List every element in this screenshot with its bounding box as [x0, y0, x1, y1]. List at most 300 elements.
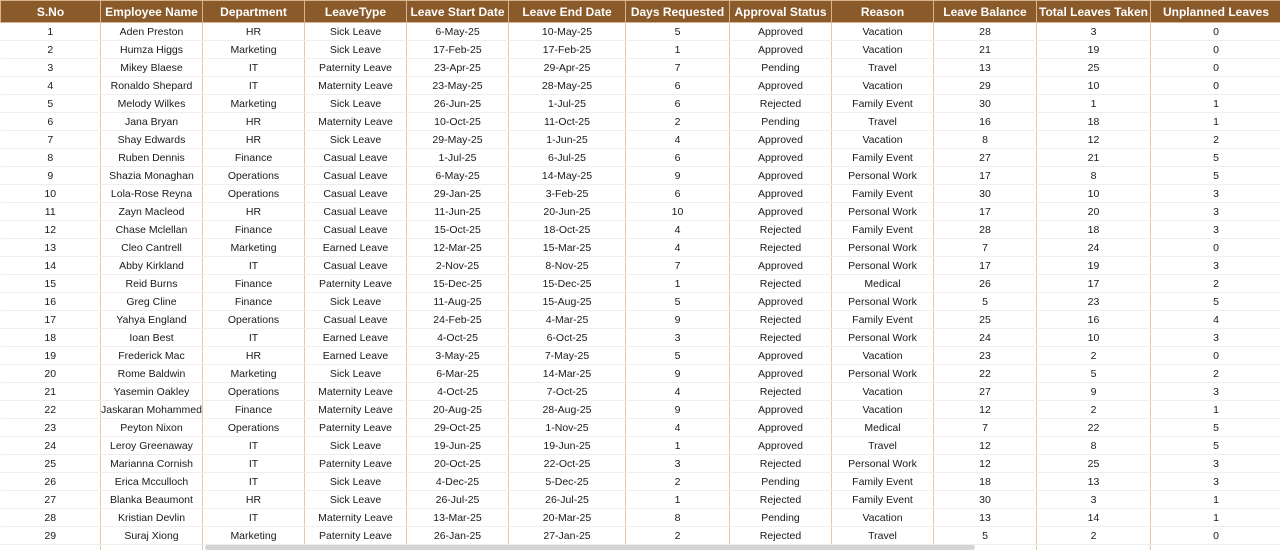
unplanned-leaves-cell[interactable]: 0 [1151, 239, 1280, 257]
reason-cell[interactable]: Travel [832, 59, 934, 77]
leave-start-date-cell[interactable]: 26-Jul-25 [407, 491, 509, 509]
department-cell[interactable]: Marketing [203, 95, 305, 113]
unplanned-leaves-cell[interactable]: 3 [1151, 221, 1280, 239]
reason-cell[interactable]: Family Event [832, 311, 934, 329]
employee-name-cell[interactable]: Reid Burns [101, 275, 203, 293]
reason-cell[interactable]: Personal Work [832, 365, 934, 383]
department-cell[interactable]: Marketing [203, 527, 305, 545]
reason-cell[interactable]: Personal Work [832, 293, 934, 311]
department-cell[interactable]: HR [203, 491, 305, 509]
total-leaves-taken-cell[interactable]: 19 [1037, 41, 1151, 59]
leave-end-date-cell[interactable]: 7-Oct-25 [509, 383, 626, 401]
department-cell[interactable]: Finance [203, 221, 305, 239]
days-requested-cell[interactable]: 5 [626, 23, 730, 41]
column-header-leave-type[interactable]: LeaveType [305, 1, 407, 23]
sno-cell[interactable]: 12 [1, 221, 101, 239]
leave-balance-cell[interactable]: 26 [934, 275, 1037, 293]
sno-cell[interactable]: 11 [1, 203, 101, 221]
reason-cell[interactable]: Vacation [832, 347, 934, 365]
department-cell[interactable]: HR [203, 347, 305, 365]
days-requested-cell[interactable]: 2 [626, 113, 730, 131]
sno-cell[interactable]: 3 [1, 59, 101, 77]
column-header-department[interactable]: Department [203, 1, 305, 23]
unplanned-leaves-cell[interactable]: 3 [1151, 203, 1280, 221]
unplanned-leaves-cell[interactable]: 0 [1151, 527, 1280, 545]
leave-type-cell[interactable]: Sick Leave [305, 41, 407, 59]
department-cell[interactable]: IT [203, 329, 305, 347]
leave-type-cell[interactable]: Casual Leave [305, 221, 407, 239]
leave-type-cell[interactable]: Casual Leave [305, 203, 407, 221]
department-cell[interactable]: HR [203, 23, 305, 41]
sno-cell[interactable]: 16 [1, 293, 101, 311]
leave-type-cell[interactable]: Maternity Leave [305, 509, 407, 527]
total-leaves-taken-cell[interactable]: 8 [1037, 437, 1151, 455]
leave-type-cell[interactable]: Casual Leave [305, 257, 407, 275]
department-cell[interactable]: IT [203, 437, 305, 455]
reason-cell[interactable]: Family Event [832, 149, 934, 167]
sno-cell[interactable]: 27 [1, 491, 101, 509]
column-header-sno[interactable]: S.No [1, 1, 101, 23]
leave-end-date-cell[interactable]: 26-Jul-25 [509, 491, 626, 509]
leave-balance-cell[interactable]: 27 [934, 383, 1037, 401]
sno-cell[interactable]: 24 [1, 437, 101, 455]
leave-balance-cell[interactable]: 29 [934, 77, 1037, 95]
leave-start-date-cell[interactable]: 29-Oct-25 [407, 419, 509, 437]
leave-type-cell[interactable]: Sick Leave [305, 365, 407, 383]
employee-name-cell[interactable]: Jaskaran Mohammed [101, 401, 203, 419]
total-leaves-taken-cell[interactable]: 10 [1037, 185, 1151, 203]
department-cell[interactable]: Marketing [203, 41, 305, 59]
reason-cell[interactable]: Vacation [832, 23, 934, 41]
reason-cell[interactable]: Personal Work [832, 257, 934, 275]
days-requested-cell[interactable]: 2 [626, 527, 730, 545]
leave-type-cell[interactable]: Sick Leave [305, 491, 407, 509]
leave-end-date-cell[interactable]: 3-Feb-25 [509, 185, 626, 203]
employee-name-cell[interactable]: Marianna Cornish [101, 455, 203, 473]
reason-cell[interactable]: Vacation [832, 383, 934, 401]
days-requested-cell[interactable]: 3 [626, 455, 730, 473]
unplanned-leaves-cell[interactable]: 1 [1151, 401, 1280, 419]
department-cell[interactable]: HR [203, 203, 305, 221]
leave-end-date-cell[interactable]: 1-Nov-25 [509, 419, 626, 437]
approval-status-cell[interactable]: Rejected [730, 383, 832, 401]
sno-cell[interactable]: 6 [1, 113, 101, 131]
total-leaves-taken-cell[interactable]: 2 [1037, 527, 1151, 545]
days-requested-cell[interactable]: 4 [626, 383, 730, 401]
leave-start-date-cell[interactable]: 19-Jun-25 [407, 437, 509, 455]
unplanned-leaves-cell[interactable]: 3 [1151, 473, 1280, 491]
leave-end-date-cell[interactable]: 6-Oct-25 [509, 329, 626, 347]
leave-balance-cell[interactable]: 28 [934, 23, 1037, 41]
leave-type-cell[interactable]: Earned Leave [305, 347, 407, 365]
leave-type-cell[interactable]: Sick Leave [305, 23, 407, 41]
days-requested-cell[interactable]: 7 [626, 59, 730, 77]
leave-end-date-cell[interactable]: 15-Dec-25 [509, 275, 626, 293]
approval-status-cell[interactable]: Approved [730, 149, 832, 167]
department-cell[interactable]: Marketing [203, 239, 305, 257]
leave-start-date-cell[interactable]: 20-Oct-25 [407, 455, 509, 473]
days-requested-cell[interactable]: 9 [626, 311, 730, 329]
leave-end-date-cell[interactable]: 5-Dec-25 [509, 473, 626, 491]
leave-type-cell[interactable]: Paternity Leave [305, 527, 407, 545]
department-cell[interactable]: Operations [203, 167, 305, 185]
reason-cell[interactable]: Family Event [832, 221, 934, 239]
department-cell[interactable]: HR [203, 113, 305, 131]
sno-cell[interactable]: 15 [1, 275, 101, 293]
total-leaves-taken-cell[interactable]: 18 [1037, 221, 1151, 239]
days-requested-cell[interactable]: 9 [626, 167, 730, 185]
employee-name-cell[interactable]: Yahya England [101, 311, 203, 329]
reason-cell[interactable]: Personal Work [832, 239, 934, 257]
unplanned-leaves-cell[interactable] [1151, 545, 1280, 550]
days-requested-cell[interactable]: 6 [626, 77, 730, 95]
reason-cell[interactable]: Vacation [832, 401, 934, 419]
unplanned-leaves-cell[interactable]: 3 [1151, 257, 1280, 275]
sno-cell[interactable]: 18 [1, 329, 101, 347]
unplanned-leaves-cell[interactable]: 1 [1151, 491, 1280, 509]
department-cell[interactable]: Finance [203, 275, 305, 293]
employee-name-cell[interactable]: Frederick Mac [101, 347, 203, 365]
leave-end-date-cell[interactable]: 20-Jun-25 [509, 203, 626, 221]
leave-start-date-cell[interactable]: 12-Mar-25 [407, 239, 509, 257]
approval-status-cell[interactable]: Approved [730, 41, 832, 59]
employee-name-cell[interactable]: Rome Baldwin [101, 365, 203, 383]
approval-status-cell[interactable]: Approved [730, 293, 832, 311]
approval-status-cell[interactable]: Approved [730, 401, 832, 419]
leave-end-date-cell[interactable]: 20-Mar-25 [509, 509, 626, 527]
leave-end-date-cell[interactable]: 29-Apr-25 [509, 59, 626, 77]
leave-balance-cell[interactable]: 8 [934, 131, 1037, 149]
department-cell[interactable]: Finance [203, 401, 305, 419]
leave-start-date-cell[interactable]: 1-Jul-25 [407, 149, 509, 167]
leave-type-cell[interactable]: Sick Leave [305, 473, 407, 491]
total-leaves-taken-cell[interactable]: 3 [1037, 23, 1151, 41]
total-leaves-taken-cell[interactable]: 1 [1037, 95, 1151, 113]
days-requested-cell[interactable]: 7 [626, 257, 730, 275]
employee-name-cell[interactable]: Ioan Best [101, 329, 203, 347]
leave-end-date-cell[interactable]: 18-Oct-25 [509, 221, 626, 239]
unplanned-leaves-cell[interactable]: 3 [1151, 185, 1280, 203]
reason-cell[interactable]: Travel [832, 437, 934, 455]
reason-cell[interactable]: Medical [832, 275, 934, 293]
leave-end-date-cell[interactable]: 28-Aug-25 [509, 401, 626, 419]
leave-type-cell[interactable]: Sick Leave [305, 95, 407, 113]
sno-cell[interactable]: 21 [1, 383, 101, 401]
leave-end-date-cell[interactable]: 17-Feb-25 [509, 41, 626, 59]
reason-cell[interactable]: Family Event [832, 185, 934, 203]
employee-name-cell[interactable]: Shazia Monaghan [101, 167, 203, 185]
sno-cell[interactable]: 4 [1, 77, 101, 95]
days-requested-cell[interactable]: 6 [626, 149, 730, 167]
employee-name-cell[interactable]: Yasemin Oakley [101, 383, 203, 401]
approval-status-cell[interactable]: Rejected [730, 221, 832, 239]
employee-name-cell[interactable]: Melody Wilkes [101, 95, 203, 113]
department-cell[interactable]: IT [203, 257, 305, 275]
employee-name-cell[interactable] [101, 545, 203, 550]
leave-type-cell[interactable]: Casual Leave [305, 185, 407, 203]
leave-start-date-cell[interactable]: 17-Feb-25 [407, 41, 509, 59]
days-requested-cell[interactable]: 4 [626, 131, 730, 149]
leave-start-date-cell[interactable]: 6-Mar-25 [407, 365, 509, 383]
total-leaves-taken-cell[interactable]: 19 [1037, 257, 1151, 275]
horizontal-scrollbar[interactable] [205, 545, 975, 550]
unplanned-leaves-cell[interactable]: 1 [1151, 509, 1280, 527]
leave-type-cell[interactable]: Paternity Leave [305, 419, 407, 437]
leave-start-date-cell[interactable]: 4-Oct-25 [407, 383, 509, 401]
sno-cell[interactable]: 25 [1, 455, 101, 473]
leave-balance-cell[interactable]: 17 [934, 167, 1037, 185]
reason-cell[interactable]: Medical [832, 419, 934, 437]
approval-status-cell[interactable]: Rejected [730, 95, 832, 113]
sno-cell[interactable]: 5 [1, 95, 101, 113]
leave-type-cell[interactable]: Sick Leave [305, 131, 407, 149]
leave-end-date-cell[interactable]: 14-Mar-25 [509, 365, 626, 383]
days-requested-cell[interactable]: 2 [626, 473, 730, 491]
leave-type-cell[interactable]: Casual Leave [305, 311, 407, 329]
sno-cell[interactable]: 10 [1, 185, 101, 203]
unplanned-leaves-cell[interactable]: 0 [1151, 347, 1280, 365]
leave-balance-cell[interactable]: 21 [934, 41, 1037, 59]
department-cell[interactable]: Operations [203, 185, 305, 203]
days-requested-cell[interactable]: 4 [626, 419, 730, 437]
approval-status-cell[interactable]: Rejected [730, 275, 832, 293]
employee-name-cell[interactable]: Humza Higgs [101, 41, 203, 59]
unplanned-leaves-cell[interactable]: 0 [1151, 23, 1280, 41]
days-requested-cell[interactable]: 9 [626, 401, 730, 419]
leave-balance-cell[interactable]: 12 [934, 455, 1037, 473]
leave-end-date-cell[interactable]: 10-May-25 [509, 23, 626, 41]
reason-cell[interactable]: Personal Work [832, 455, 934, 473]
approval-status-cell[interactable]: Approved [730, 77, 832, 95]
total-leaves-taken-cell[interactable]: 10 [1037, 329, 1151, 347]
employee-name-cell[interactable]: Aden Preston [101, 23, 203, 41]
leave-balance-cell[interactable]: 12 [934, 437, 1037, 455]
leave-end-date-cell[interactable]: 11-Oct-25 [509, 113, 626, 131]
total-leaves-taken-cell[interactable]: 10 [1037, 77, 1151, 95]
reason-cell[interactable]: Travel [832, 527, 934, 545]
employee-name-cell[interactable]: Mikey Blaese [101, 59, 203, 77]
days-requested-cell[interactable]: 3 [626, 329, 730, 347]
reason-cell[interactable]: Travel [832, 113, 934, 131]
leave-end-date-cell[interactable]: 22-Oct-25 [509, 455, 626, 473]
days-requested-cell[interactable]: 4 [626, 239, 730, 257]
column-header-employee-name[interactable]: Employee Name [101, 1, 203, 23]
reason-cell[interactable]: Personal Work [832, 329, 934, 347]
days-requested-cell[interactable]: 1 [626, 491, 730, 509]
leave-balance-cell[interactable]: 7 [934, 239, 1037, 257]
unplanned-leaves-cell[interactable]: 2 [1151, 131, 1280, 149]
leave-type-cell[interactable]: Casual Leave [305, 167, 407, 185]
department-cell[interactable]: Marketing [203, 365, 305, 383]
leave-balance-cell[interactable]: 23 [934, 347, 1037, 365]
approval-status-cell[interactable]: Rejected [730, 311, 832, 329]
department-cell[interactable]: Finance [203, 149, 305, 167]
employee-name-cell[interactable]: Leroy Greenaway [101, 437, 203, 455]
unplanned-leaves-cell[interactable]: 0 [1151, 59, 1280, 77]
total-leaves-taken-cell[interactable]: 9 [1037, 383, 1151, 401]
leave-start-date-cell[interactable]: 6-May-25 [407, 23, 509, 41]
total-leaves-taken-cell[interactable]: 23 [1037, 293, 1151, 311]
leave-start-date-cell[interactable]: 4-Dec-25 [407, 473, 509, 491]
employee-name-cell[interactable]: Ruben Dennis [101, 149, 203, 167]
leave-balance-cell[interactable]: 25 [934, 311, 1037, 329]
employee-name-cell[interactable]: Erica Mcculloch [101, 473, 203, 491]
leave-type-cell[interactable]: Earned Leave [305, 239, 407, 257]
leave-type-cell[interactable]: Paternity Leave [305, 275, 407, 293]
approval-status-cell[interactable]: Rejected [730, 491, 832, 509]
reason-cell[interactable]: Family Event [832, 473, 934, 491]
department-cell[interactable]: IT [203, 455, 305, 473]
leave-end-date-cell[interactable]: 4-Mar-25 [509, 311, 626, 329]
total-leaves-taken-cell[interactable]: 20 [1037, 203, 1151, 221]
approval-status-cell[interactable]: Approved [730, 23, 832, 41]
days-requested-cell[interactable]: 1 [626, 437, 730, 455]
reason-cell[interactable]: Family Event [832, 95, 934, 113]
leave-start-date-cell[interactable]: 29-May-25 [407, 131, 509, 149]
unplanned-leaves-cell[interactable]: 5 [1151, 419, 1280, 437]
employee-name-cell[interactable]: Kristian Devlin [101, 509, 203, 527]
days-requested-cell[interactable]: 1 [626, 41, 730, 59]
unplanned-leaves-cell[interactable]: 5 [1151, 167, 1280, 185]
leave-start-date-cell[interactable]: 26-Jun-25 [407, 95, 509, 113]
leave-start-date-cell[interactable]: 20-Aug-25 [407, 401, 509, 419]
total-leaves-taken-cell[interactable]: 18 [1037, 113, 1151, 131]
reason-cell[interactable]: Vacation [832, 41, 934, 59]
leave-end-date-cell[interactable]: 6-Jul-25 [509, 149, 626, 167]
unplanned-leaves-cell[interactable]: 0 [1151, 41, 1280, 59]
employee-name-cell[interactable]: Abby Kirkland [101, 257, 203, 275]
total-leaves-taken-cell[interactable]: 3 [1037, 491, 1151, 509]
unplanned-leaves-cell[interactable]: 2 [1151, 365, 1280, 383]
sno-cell[interactable] [1, 545, 101, 550]
employee-name-cell[interactable]: Zayn Macleod [101, 203, 203, 221]
days-requested-cell[interactable]: 1 [626, 275, 730, 293]
sno-cell[interactable]: 19 [1, 347, 101, 365]
leave-balance-cell[interactable]: 16 [934, 113, 1037, 131]
sno-cell[interactable]: 22 [1, 401, 101, 419]
unplanned-leaves-cell[interactable]: 3 [1151, 455, 1280, 473]
unplanned-leaves-cell[interactable]: 5 [1151, 437, 1280, 455]
approval-status-cell[interactable]: Rejected [730, 239, 832, 257]
leave-type-cell[interactable]: Paternity Leave [305, 59, 407, 77]
approval-status-cell[interactable]: Approved [730, 419, 832, 437]
approval-status-cell[interactable]: Rejected [730, 329, 832, 347]
sno-cell[interactable]: 9 [1, 167, 101, 185]
total-leaves-taken-cell[interactable] [1037, 545, 1151, 550]
leave-balance-cell[interactable]: 27 [934, 149, 1037, 167]
approval-status-cell[interactable]: Rejected [730, 455, 832, 473]
approval-status-cell[interactable]: Approved [730, 167, 832, 185]
total-leaves-taken-cell[interactable]: 2 [1037, 401, 1151, 419]
leave-start-date-cell[interactable]: 13-Mar-25 [407, 509, 509, 527]
leave-type-cell[interactable]: Earned Leave [305, 329, 407, 347]
total-leaves-taken-cell[interactable]: 24 [1037, 239, 1151, 257]
sno-cell[interactable]: 29 [1, 527, 101, 545]
total-leaves-taken-cell[interactable]: 14 [1037, 509, 1151, 527]
leave-type-cell[interactable]: Sick Leave [305, 437, 407, 455]
sno-cell[interactable]: 13 [1, 239, 101, 257]
leave-balance-cell[interactable]: 5 [934, 527, 1037, 545]
approval-status-cell[interactable]: Pending [730, 59, 832, 77]
approval-status-cell[interactable]: Approved [730, 185, 832, 203]
column-header-unplanned-leaves[interactable]: Unplanned Leaves [1151, 1, 1280, 23]
unplanned-leaves-cell[interactable]: 3 [1151, 383, 1280, 401]
total-leaves-taken-cell[interactable]: 5 [1037, 365, 1151, 383]
leave-type-cell[interactable]: Paternity Leave [305, 455, 407, 473]
department-cell[interactable]: Operations [203, 383, 305, 401]
leave-type-cell[interactable]: Casual Leave [305, 149, 407, 167]
days-requested-cell[interactable]: 6 [626, 95, 730, 113]
leave-balance-cell[interactable]: 18 [934, 473, 1037, 491]
leave-balance-cell[interactable]: 13 [934, 509, 1037, 527]
sno-cell[interactable]: 2 [1, 41, 101, 59]
leave-end-date-cell[interactable]: 8-Nov-25 [509, 257, 626, 275]
total-leaves-taken-cell[interactable]: 17 [1037, 275, 1151, 293]
approval-status-cell[interactable]: Pending [730, 473, 832, 491]
column-header-days-requested[interactable]: Days Requested [626, 1, 730, 23]
employee-name-cell[interactable]: Greg Cline [101, 293, 203, 311]
total-leaves-taken-cell[interactable]: 16 [1037, 311, 1151, 329]
department-cell[interactable]: Finance [203, 293, 305, 311]
department-cell[interactable]: IT [203, 59, 305, 77]
reason-cell[interactable]: Personal Work [832, 167, 934, 185]
days-requested-cell[interactable]: 4 [626, 221, 730, 239]
approval-status-cell[interactable]: Approved [730, 131, 832, 149]
leave-start-date-cell[interactable]: 4-Oct-25 [407, 329, 509, 347]
unplanned-leaves-cell[interactable]: 3 [1151, 329, 1280, 347]
column-header-leave-balance[interactable]: Leave Balance [934, 1, 1037, 23]
reason-cell[interactable]: Vacation [832, 77, 934, 95]
sno-cell[interactable]: 23 [1, 419, 101, 437]
leave-end-date-cell[interactable]: 14-May-25 [509, 167, 626, 185]
leave-balance-cell[interactable]: 12 [934, 401, 1037, 419]
approval-status-cell[interactable]: Approved [730, 437, 832, 455]
leave-balance-cell[interactable]: 13 [934, 59, 1037, 77]
approval-status-cell[interactable]: Rejected [730, 527, 832, 545]
leave-end-date-cell[interactable]: 7-May-25 [509, 347, 626, 365]
department-cell[interactable]: IT [203, 77, 305, 95]
leave-type-cell[interactable]: Maternity Leave [305, 77, 407, 95]
days-requested-cell[interactable]: 9 [626, 365, 730, 383]
sno-cell[interactable]: 1 [1, 23, 101, 41]
leave-start-date-cell[interactable]: 15-Dec-25 [407, 275, 509, 293]
leave-end-date-cell[interactable]: 1-Jun-25 [509, 131, 626, 149]
sno-cell[interactable]: 20 [1, 365, 101, 383]
total-leaves-taken-cell[interactable]: 8 [1037, 167, 1151, 185]
days-requested-cell[interactable]: 5 [626, 347, 730, 365]
sno-cell[interactable]: 7 [1, 131, 101, 149]
leave-balance-cell[interactable]: 5 [934, 293, 1037, 311]
leave-start-date-cell[interactable]: 15-Oct-25 [407, 221, 509, 239]
department-cell[interactable]: HR [203, 131, 305, 149]
sno-cell[interactable]: 14 [1, 257, 101, 275]
unplanned-leaves-cell[interactable]: 1 [1151, 113, 1280, 131]
employee-name-cell[interactable]: Jana Bryan [101, 113, 203, 131]
column-header-reason[interactable]: Reason [832, 1, 934, 23]
leave-balance-cell[interactable]: 17 [934, 203, 1037, 221]
leave-start-date-cell[interactable]: 11-Aug-25 [407, 293, 509, 311]
unplanned-leaves-cell[interactable]: 0 [1151, 77, 1280, 95]
leave-type-cell[interactable]: Maternity Leave [305, 383, 407, 401]
unplanned-leaves-cell[interactable]: 1 [1151, 95, 1280, 113]
leave-balance-cell[interactable]: 22 [934, 365, 1037, 383]
employee-name-cell[interactable]: Lola-Rose Reyna [101, 185, 203, 203]
approval-status-cell[interactable]: Pending [730, 113, 832, 131]
reason-cell[interactable]: Vacation [832, 131, 934, 149]
total-leaves-taken-cell[interactable]: 21 [1037, 149, 1151, 167]
leave-balance-cell[interactable]: 30 [934, 185, 1037, 203]
department-cell[interactable]: Operations [203, 311, 305, 329]
